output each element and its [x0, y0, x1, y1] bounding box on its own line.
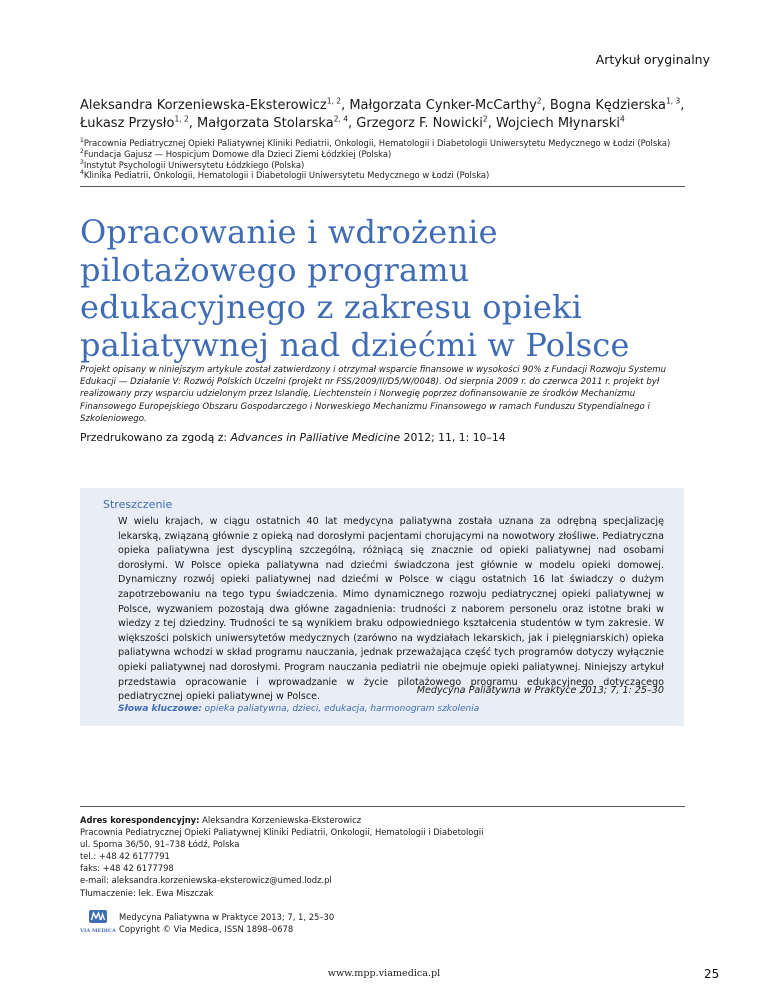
page-number: 25 — [704, 967, 720, 981]
reprint-prefix: Przedrukowano za zgodą z: — [80, 431, 231, 444]
reprint-details: 2012; 11, 1: 10–14 — [400, 431, 506, 444]
affiliation-text: Fundacja Gajusz — Hospicjum Domowe dla Dzieci Ziemi Łódzkiej (Polska) — [83, 148, 392, 159]
author-affiliation-marker: 2 — [482, 114, 488, 124]
article-type: Artykuł oryginalny — [595, 52, 710, 67]
affiliation-text: Instytut Psychologii Uniwersytetu Łódzkiego (Polska) — [83, 159, 305, 170]
correspondence-line: faks: +48 42 6177798 — [80, 863, 174, 874]
author-affiliation-marker: 1, 2 — [326, 96, 342, 106]
article-title: Opracowanie i wdrożenie pilotażowego programu edukacyjnego z zakresu opieki paliatywnej nad dziećmi w Polsce — [80, 213, 630, 364]
affiliation-text: Klinika Pediatrii, Onkologii, Hematologii i Diabetologii Uniwersytetu Medycznego w Łodzi (Polska) — [83, 170, 490, 181]
affiliation-number: 4 — [80, 169, 84, 177]
copyright: Copyright © Via Medica, ISSN 1898–0678 — [119, 924, 294, 935]
correspondence-label: Adres korespondencyjny: — [80, 815, 200, 825]
affiliation-item — [80, 160, 700, 171]
affiliation-number: 3 — [80, 158, 84, 166]
footer-url[interactable]: www.mpp.viamedica.pl — [327, 968, 441, 979]
author-affiliation-marker: 2, 4 — [333, 114, 349, 124]
correspondence-name: Aleksandra Korzeniewska-Eksterowicz — [199, 815, 362, 825]
author-name: Grzegorz F. Nowicki — [356, 116, 483, 131]
affiliation-item — [80, 138, 700, 149]
correspondence-line: ul. Sporna 36/50, 91–738 Łódź, Polska — [80, 839, 240, 850]
author-affiliation-marker: 4 — [619, 114, 625, 124]
author-name: Wojciech Młynarski — [495, 116, 620, 131]
logo-text: VIA MEDICA — [80, 928, 116, 934]
author-name: Łukasz Przysło — [80, 116, 175, 131]
correspondence-block — [80, 814, 600, 899]
author-name: Małgorzata Cynker-McCarthy — [349, 98, 537, 113]
author-affiliation-marker: 2 — [536, 96, 542, 106]
affiliations — [80, 138, 700, 181]
email-link[interactable]: e-mail: aleksandra.korzeniewska-eksterowicz@umed.lodz.pl — [80, 875, 332, 886]
publication-info — [119, 911, 334, 935]
divider — [80, 806, 685, 807]
keywords-label: Słowa kluczowe: — [118, 704, 202, 714]
keywords — [118, 704, 678, 714]
reprint-note — [80, 431, 700, 444]
affiliation-number: 2 — [80, 148, 84, 155]
author-name: Małgorzata Stolarska — [197, 116, 334, 131]
author-name: Aleksandra Korzeniewska-Eksterowicz — [80, 98, 327, 113]
author-list: Aleksandra Korzeniewska-Eksterowicz$^{1, 2}$, Małgorzata Cynker-McCarthy$^2$, Bogna Kędzierska$^{1, 3}$, Łukasz Przysło$^{1, 2}$, Małgorzata Stolarska$^{2, 4}$, Grzegorz F. Nowicki$^2$, Wojciech Młynarski$^4$ — [80, 96, 685, 131]
author-name: Bogna Kędzierska — [549, 98, 666, 113]
affiliation-text: Pracownia Pediatrycznej Opieki Paliatywnej Kliniki Pediatrii, Onkologii, Hematologii i Diabetologii Uniwersytetu Medycznego w Łodzi (Polska) — [83, 138, 671, 148]
affiliation-item — [80, 170, 700, 181]
via-medica-logo — [80, 909, 116, 935]
keywords-values: opieka paliatywna, dzieci, edukacja, harmonogram szkolenia — [201, 704, 480, 714]
abstract-text: W wielu krajach, w ciągu ostatnich 40 lat medycyna paliatywna została uznana za odrębną specjalizację lekarską, związaną głównie z opieką nad dorosłymi pacjentami chorującymi na nowotwory złośliwe. Pediatryczna opieka paliatywna jest dyscypliną szczególną, różniącą się znacznie od opieki paliatywnej nad osobami dorosłymi. W Polsce opieka paliatywna nad dziećmi świadczona jest głównie w modelu opieki domowej. Dynamiczny rozwój opieki paliatywnej nad dziećmi w Polsce w ciągu ostatnich 16 lat świadczy o dużym zapotrzebowaniu na tego typu świadczenia. Mimo dynamicznego rozwoju pediatrycznej opieki paliatywnej w Polsce, wyzwaniem pozostają dwa główne zagadnienia: trudności z naborem personelu oraz istotne braki w wiedzy z tej dziedziny. Trudności te są wynikiem braku odpowiedniego kształcenia studentów w tym zakresie. W większości polskich uniwersytetów medycznych (zarówno na wydziałach lekarskich, jak i pielęgniarskich) opieka paliatywna wchodzi w skład programu nauczania, jednak przeważająca część tych programów dotyczy wyłącznie opieki paliatywnej nad dorosłymi. Program nauczania pediatrii nie obejmuje opieki paliatywnej. Niniejszy artykuł przedstawia opracowanie i wprowadzanie w życie pilotażowego programu edukacyjnego dotyczącego pediatrycznej opieki paliatywnej w Polsce. — [118, 516, 664, 703]
reprint-source: Advances in Palliative Medicine — [230, 431, 401, 444]
funding-note: Projekt opisany w niniejszym artykule został zatwierdzony i otrzymał wsparcie finansowe w wysokości 90% z Fundacji Rozwoju Systemu Edukacji — Działanie V: Rozwój Polskich Uczelni (projekt nr FSS/2009/II/D5/W/0048). Od sierpnia 2009 r. do czerwca 2011 r. projekt był realizowany przy wsparciu udzielonym przez Islandię, Liechtenstein i Norwegię poprzez dofinansowanie ze środków Mechanizmu Finansowego Europejskiego Obszaru Gospodarczego i Norweskiego Mechanizmu Finansowego w ramach Funduszu Stypendialnego i Szkoleniowego. — [80, 365, 667, 424]
correspondence-line: Tłumaczenie: lek. Ewa Miszczak — [80, 887, 214, 898]
affiliation-number: 1 — [80, 137, 84, 145]
correspondence-line: Pracownia Pediatrycznej Opieki Paliatywnej Kliniki Pediatrii, Onkologii, Hematologii i Diabetologii — [80, 827, 484, 838]
journal-info: Medycyna Paliatywna w Praktyce 2013; 7, 1, 25–30 — [119, 912, 335, 922]
abstract-citation: Medycyna Paliatywna w Praktyce 2013; 7, 1: 25–30 — [416, 685, 664, 696]
correspondence-header — [80, 814, 600, 826]
correspondence-line: tel.: +48 42 6177791 — [80, 851, 170, 862]
author-affiliation-marker: 1, 2 — [174, 114, 189, 124]
affiliation-item — [80, 149, 700, 160]
abstract-heading: Streszczenie — [103, 498, 173, 511]
author-affiliation-marker: 1, 3 — [665, 96, 681, 106]
divider — [80, 186, 685, 187]
